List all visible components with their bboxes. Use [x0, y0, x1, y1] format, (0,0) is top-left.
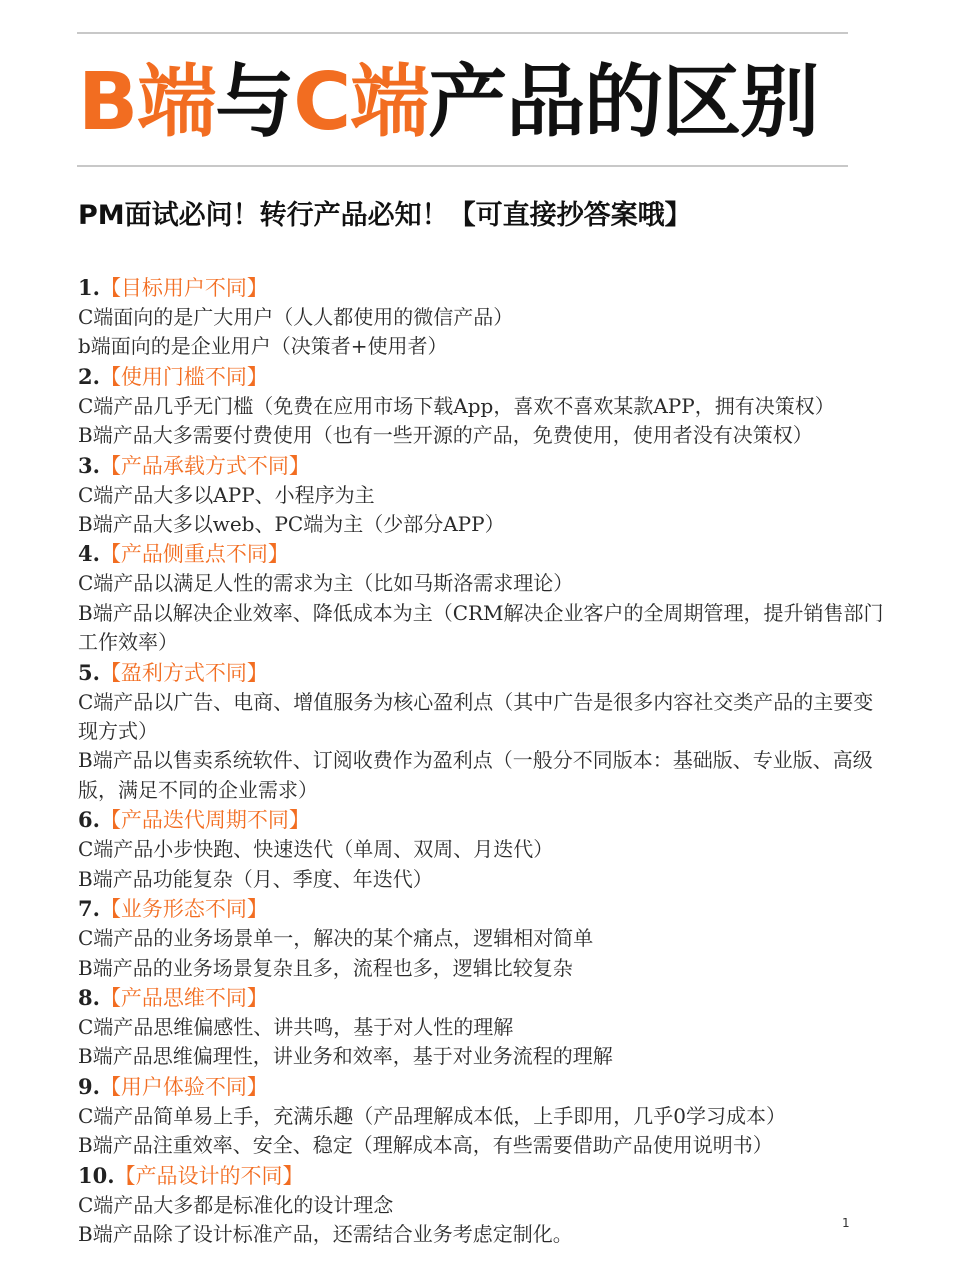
section-heading	[78, 805, 888, 835]
section-line: C端产品几乎无门槛（免费在应用市场下载App，喜欢不喜欢某款APP，拥有决策权）	[78, 393, 835, 418]
section-line: B端产品以解决企业效率、降低成本为主（CRM解决企业客户的全周期管理，提升销售部门工作效率）	[78, 600, 884, 655]
page-number: 1	[842, 1216, 850, 1230]
section-title: 【用户体验不同】	[99, 1074, 268, 1099]
section-number: 3.	[78, 452, 100, 478]
section-line: B端产品大多需要付费使用（也有一些开源的产品，免费使用，使用者没有决策权）	[78, 423, 813, 448]
section-line: C端面向的是广大用户（人人都使用的微信产品）	[78, 305, 514, 329]
section-title: 【盈利方式不同】	[99, 660, 268, 685]
title-rest: 产品的区别	[428, 56, 819, 148]
section-heading	[78, 1072, 888, 1102]
section-title: 【产品侧重点不同】	[99, 542, 289, 567]
section-number: 5.	[78, 659, 100, 685]
page-title	[78, 52, 878, 152]
section-heading	[78, 362, 888, 392]
section-line: B端产品大多以web、PC端为主（少部分APP）	[78, 512, 505, 537]
title-b-part: B端	[78, 56, 216, 148]
section-line: C端产品大多以APP、小程序为主	[78, 482, 375, 507]
section-number: 2.	[78, 363, 100, 389]
section-line: b端面向的是企业用户（决策者+使用者）	[78, 334, 448, 359]
section-heading	[78, 1161, 888, 1191]
section-line: C端产品的业务场景单一，解决的某个痛点，逻辑相对简单	[78, 926, 594, 951]
section-heading	[78, 273, 888, 303]
section-title: 【产品思维不同】	[99, 985, 268, 1010]
section-title: 【目标用户不同】	[99, 276, 268, 300]
section-heading	[78, 983, 888, 1013]
section-number: 4.	[78, 541, 100, 567]
section-number: 9.	[78, 1073, 100, 1099]
bottom-divider	[77, 165, 848, 167]
section-number: 8.	[78, 984, 100, 1010]
section-line: B端产品思维偏理性，讲业务和效率，基于对业务流程的理解	[78, 1044, 613, 1069]
section-title: 【产品迭代周期不同】	[99, 808, 310, 833]
section-heading	[78, 539, 888, 569]
section-title: 【产品承载方式不同】	[99, 453, 310, 478]
section-number: 6.	[78, 807, 100, 833]
section-line: C端产品以满足人性的需求为主（比如马斯洛需求理论）	[78, 571, 574, 596]
title-c-part: C端	[293, 56, 429, 148]
section-line: B端产品注重效率、安全、稳定（理解成本高，有些需要借助产品使用说明书）	[78, 1133, 773, 1158]
section-line: C端产品小步快跑、快速迭代（单周、双周、月迭代）	[78, 837, 554, 862]
section-line: B端产品除了设计标准产品，还需结合业务考虑定制化。	[78, 1221, 573, 1246]
section-title: 【产品设计的不同】	[114, 1163, 304, 1188]
section-line: B端产品的业务场景复杂且多，流程也多，逻辑比较复杂	[78, 955, 573, 980]
section-heading	[78, 451, 888, 481]
section-line: B端产品功能复杂（月、季度、年迭代）	[78, 866, 433, 891]
section-line: B端产品以售卖系统软件、订阅收费作为盈利点（一般分不同版本：基础版、专业版、高级版，满足不同的企业需求）	[78, 748, 873, 802]
section-line: C端产品大多都是标准化的设计理念	[78, 1192, 394, 1217]
section-heading	[78, 658, 888, 688]
section-line: C端产品思维偏感性、讲共鸣，基于对人性的理解	[78, 1014, 514, 1039]
top-divider	[77, 32, 848, 34]
section-title: 【使用门槛不同】	[99, 364, 268, 389]
section-number: 1.	[78, 275, 100, 300]
page-subtitle: PM面试必问！转行产品必知！【可直接抄答案哦】	[78, 200, 692, 231]
section-heading	[78, 894, 888, 924]
section-number: 7.	[78, 896, 100, 922]
section-number: 10.	[78, 1162, 115, 1188]
title-mid: 与	[215, 56, 294, 148]
section-line: C端产品简单易上手，充满乐趣（产品理解成本低，上手即用，几乎0学习成本）	[78, 1103, 787, 1128]
sections-list	[78, 273, 888, 1249]
section-line: C端产品以广告、电商、增值服务为核心盈利点（其中广告是很多内容社交类产品的主要变现方式）	[78, 689, 874, 744]
section-title: 【业务形态不同】	[99, 897, 268, 922]
